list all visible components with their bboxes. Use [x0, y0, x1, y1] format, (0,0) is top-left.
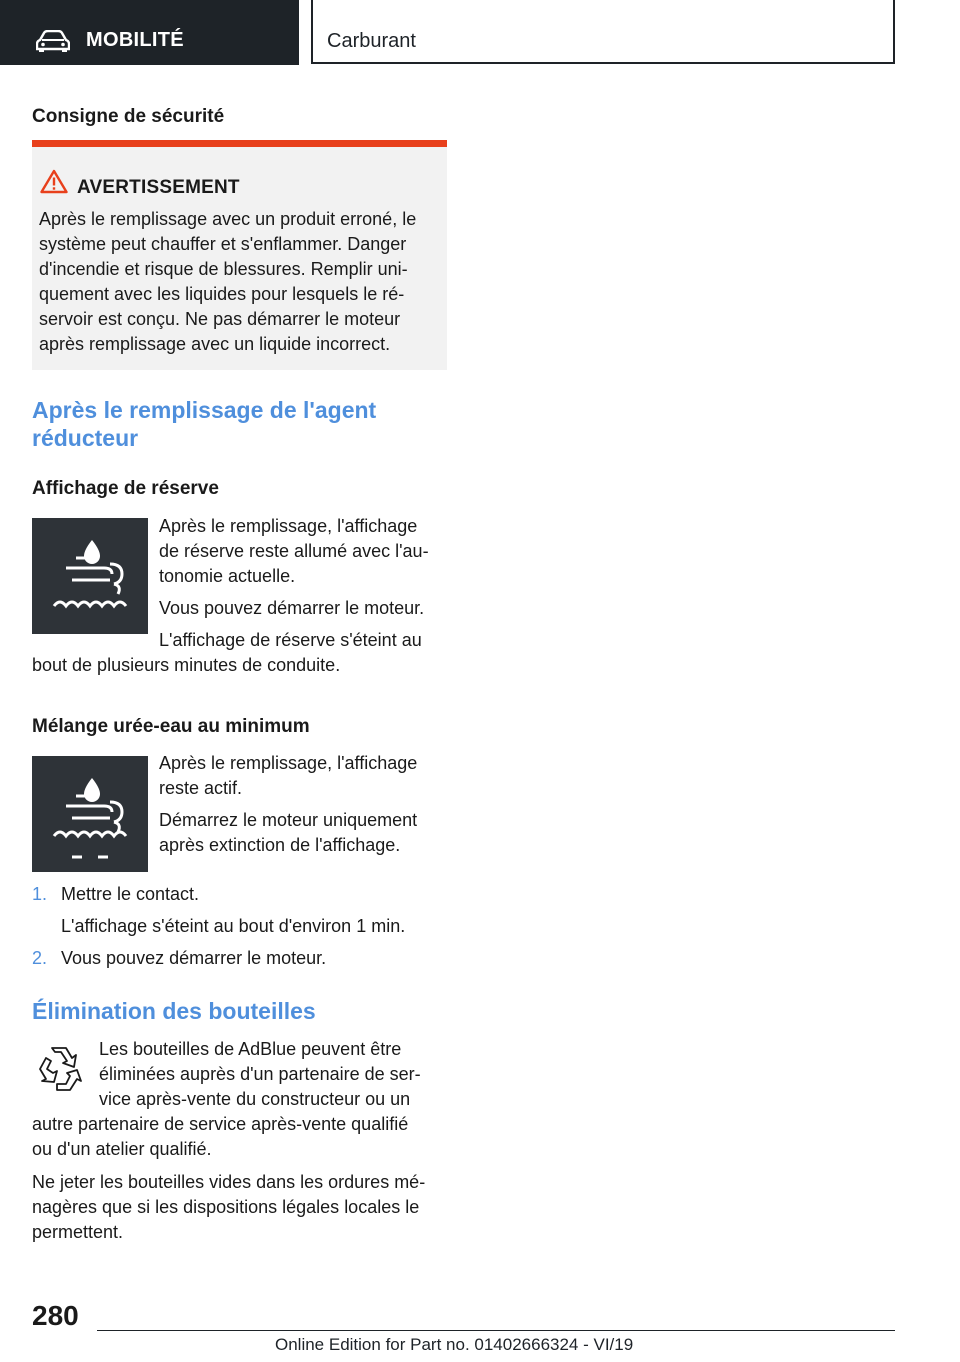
text-line: L'affichage de réserve s'éteint au [159, 630, 422, 650]
disposal-text-1-cont [32, 1112, 447, 1162]
text-line: reste actif. [159, 778, 243, 798]
text-line: Démarrez le moteur uniquement [159, 810, 418, 830]
heading-line: Après le remplissage de l'agent [32, 397, 377, 423]
step-note: L'affichage s'éteint au bout d'environ 1 min. [61, 916, 406, 936]
text-line: après extinction de l'affichage. [159, 835, 401, 855]
text-line: Après le remplissage, l'affichage [159, 516, 418, 536]
header-tab [0, 0, 299, 65]
disposal-text-2 [32, 1170, 447, 1245]
warning-text [39, 207, 439, 357]
text-line: éliminées auprès d'un partenaire de ser- [99, 1064, 421, 1084]
warning-line: d'incendie et risque de blessures. Remplir uni- [39, 259, 408, 279]
reserve-text [159, 514, 449, 653]
warning-line: système peut chauffer et s'enflammer. Danger [39, 234, 407, 254]
text-line: ou d'un atelier qualifié. [32, 1139, 212, 1159]
recycle-icon [32, 1042, 86, 1096]
step-number: 2. [32, 948, 48, 968]
text-line: tonomie actuelle. [159, 566, 296, 586]
text-line: Ne jeter les bouteilles vides dans les ordures mé- [32, 1172, 426, 1192]
heading-line: réducteur [32, 425, 139, 451]
page-number: 280 [32, 1300, 79, 1331]
header-tab-label: MOBILITÉ [86, 29, 184, 51]
step-number: 1. [32, 884, 48, 904]
text-line: Après le remplissage, l'affichage [159, 753, 418, 773]
footer-divider [97, 1330, 895, 1331]
warning-line: quement avec les liquides pour lesquels le ré- [39, 284, 405, 304]
text-line: bout de plusieurs minutes de conduite. [32, 655, 341, 675]
step-text: Vous pouvez démarrer le moteur. [61, 948, 327, 968]
text-line: vice après-vente du constructeur ou un [99, 1089, 411, 1109]
text-line: de réserve reste allumé avec l'au- [159, 541, 429, 561]
text-line: permettent. [32, 1222, 124, 1242]
after-filling-heading [32, 396, 447, 452]
warning-line: servoir est conçu. Ne pas démarrer le moteur [39, 309, 401, 329]
disposal-text-1 [99, 1037, 449, 1112]
section-title: Carburant [327, 30, 416, 52]
minimum-text [159, 751, 449, 858]
warning-title: AVERTISSEMENT [77, 177, 240, 198]
step-text: Mettre le contact. [61, 884, 200, 904]
safety-heading: Consigne de sécurité [32, 106, 225, 127]
text-line: nagères que si les dispositions légales locales le [32, 1197, 420, 1217]
footer-edition: Online Edition for Part no. 01402666324 - VI/19 [275, 1335, 634, 1354]
reductant-reserve-icon [32, 518, 148, 634]
reductant-minimum-icon [32, 756, 148, 872]
disposal-heading: Élimination des bouteilles [32, 998, 316, 1024]
header-section [311, 0, 895, 64]
text-line: Vous pouvez démarrer le moteur. [159, 598, 425, 618]
minimum-heading: Mélange urée-eau au minimum [32, 716, 310, 737]
car-icon [36, 30, 70, 52]
reserve-heading: Affichage de réserve [32, 478, 219, 499]
text-line: autre partenaire de service après-vente qualifié [32, 1114, 409, 1134]
warning-triangle-icon [40, 169, 68, 194]
warning-box [32, 140, 447, 370]
warning-line: Après le remplissage avec un produit erroné, le [39, 209, 417, 229]
text-line: Les bouteilles de AdBlue peuvent être [99, 1039, 402, 1059]
warning-line: après remplissage avec un liquide incorrect. [39, 334, 391, 354]
